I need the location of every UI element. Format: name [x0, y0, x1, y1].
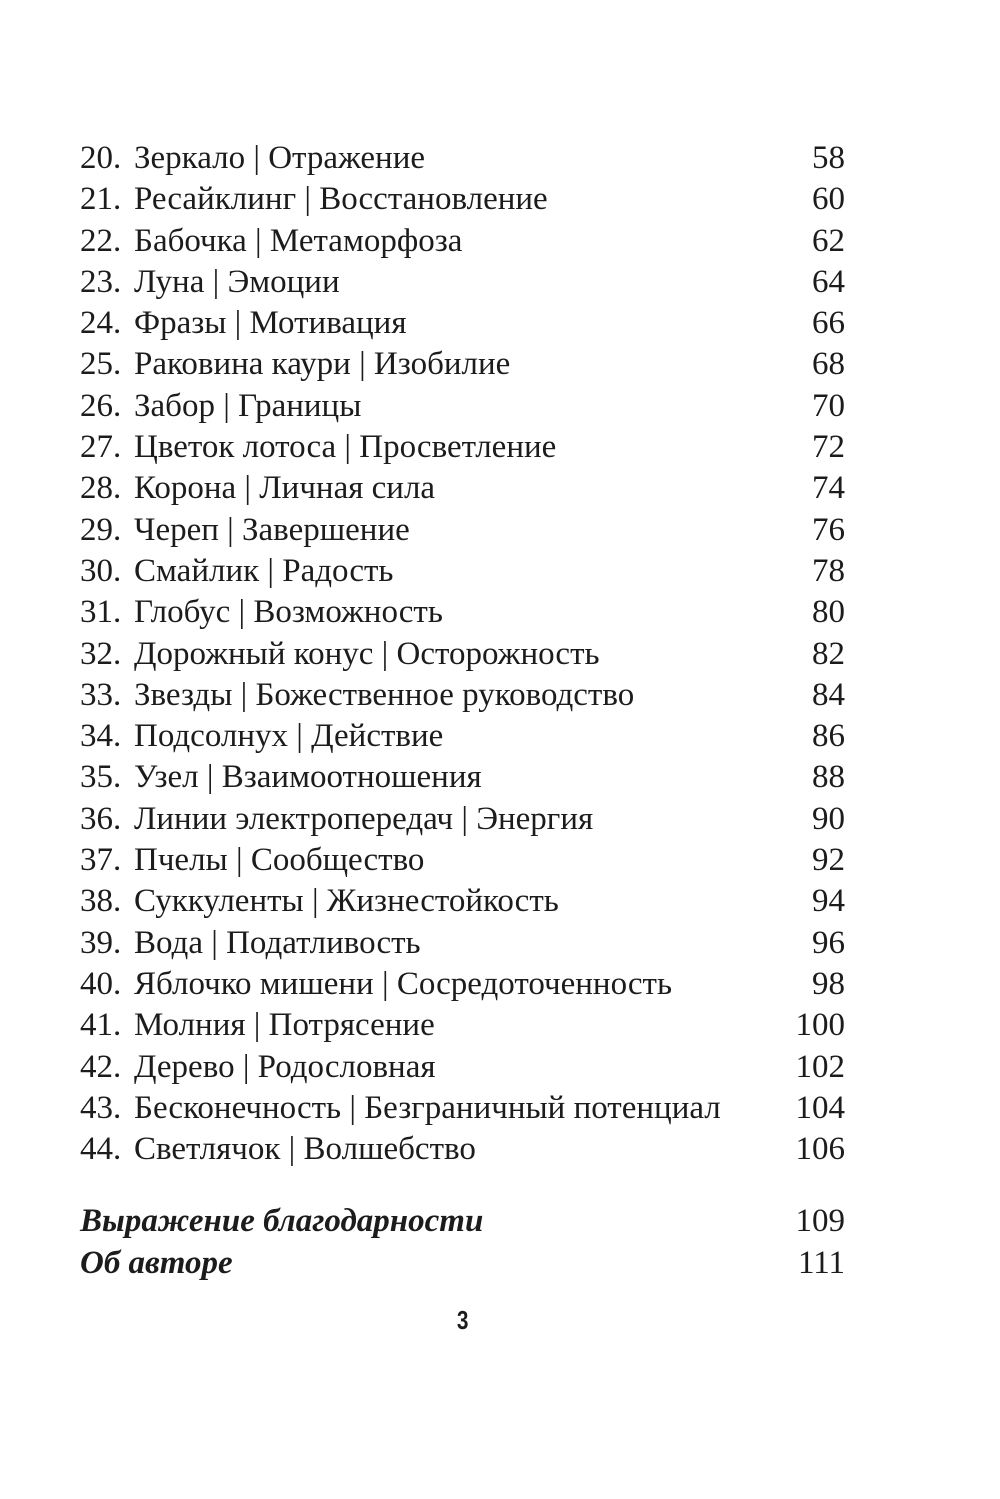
toc-entry-number: 26.: [80, 387, 122, 424]
toc-entry-title: Ресайклинг | Восстановление: [134, 181, 548, 218]
toc-entry-title: Фразы | Мотивация: [134, 305, 407, 342]
toc-entry-number: 29.: [80, 511, 122, 548]
toc-entry-number: 40.: [80, 965, 122, 1002]
toc-entry-title: Цветок лотоса | Просветление: [134, 429, 557, 466]
toc-entry-page: 60: [812, 181, 845, 218]
toc-entry-page: 62: [812, 222, 845, 259]
toc-entry-number: 38.: [80, 883, 122, 920]
toc-entry-number: 41.: [80, 1007, 122, 1044]
toc-entry-title: Подсолнух | Действие: [134, 718, 444, 755]
toc-entry: [80, 675, 845, 716]
toc-entry-title: Светлячок | Волшебство: [134, 1131, 476, 1168]
toc-entry-page: 109: [795, 1203, 845, 1240]
toc-entry-page: 82: [812, 635, 845, 672]
toc-extra-entry: [80, 1243, 845, 1284]
toc-extra-entry: [80, 1201, 845, 1242]
toc-entry-page: 111: [797, 1244, 845, 1281]
toc-entry-title: Луна | Эмоции: [134, 263, 340, 300]
toc-entry-label: [80, 221, 462, 262]
toc-entry-label: [80, 923, 421, 964]
toc-entry-number: 37.: [80, 842, 122, 879]
toc-entry-title: Бесконечность | Безграничный потенциал: [134, 1089, 721, 1126]
table-of-contents: [80, 138, 845, 1284]
toc-entry-label: [80, 1005, 435, 1046]
toc-entry-page: 94: [812, 883, 845, 920]
toc-entry: [80, 1047, 845, 1088]
toc-entry-label: [80, 1129, 476, 1170]
toc-entry-page: 72: [812, 429, 845, 466]
toc-entry-page: 58: [812, 140, 845, 176]
toc-entry: [80, 1129, 845, 1170]
toc-entry-title: Раковина каури | Изобилие: [134, 346, 511, 383]
toc-entry: [80, 344, 845, 385]
toc-entry-title: Узел | Взаимоотношения: [134, 759, 482, 796]
toc-entry-page: 106: [795, 1131, 845, 1168]
toc-entry-number: 39.: [80, 924, 122, 961]
toc-entry: [80, 881, 845, 922]
toc-entry-page: 78: [812, 552, 845, 589]
toc-entry-number: 32.: [80, 635, 122, 672]
toc-entry-number: 25.: [80, 346, 122, 383]
toc-entry-label: [80, 634, 600, 675]
toc-gap: [80, 1170, 845, 1201]
toc-entry-label: [80, 179, 548, 220]
toc-entry-title: Дорожный конус | Осторожность: [134, 635, 600, 672]
toc-entry: [80, 138, 845, 179]
toc-entry: [80, 386, 845, 427]
toc-entry-label: [80, 1088, 721, 1129]
toc-entry: [80, 510, 845, 551]
toc-entry-title: Череп | Завершение: [134, 511, 410, 548]
toc-entry-title: Бабочка | Метаморфоза: [134, 222, 463, 259]
toc-entry-label: [80, 675, 634, 716]
toc-entry: [80, 262, 845, 303]
toc-entry-title: Вода | Податливость: [134, 924, 421, 961]
toc-entry-title: Глобус | Возможность: [134, 594, 443, 631]
toc-entry-label: [80, 1201, 483, 1242]
toc-entry-title: Суккуленты | Жизнестойкость: [134, 883, 559, 920]
toc-entry-label: [80, 840, 424, 881]
toc-entry-title: Забор | Границы: [134, 387, 362, 424]
toc-entry: [80, 551, 845, 592]
toc-entry: [80, 799, 845, 840]
toc-entry-number: 43.: [80, 1089, 122, 1126]
toc-entry-label: [80, 757, 482, 798]
toc-entry: [80, 923, 845, 964]
toc-entry-label: [80, 716, 443, 757]
toc-entry-label: [80, 964, 672, 1005]
toc-entry: [80, 221, 845, 262]
toc-entry-page: 98: [812, 965, 845, 1002]
toc-entry: [80, 1088, 845, 1129]
toc-entry-label: [80, 1047, 436, 1088]
toc-entry-title: Зеркало | Отражение: [134, 140, 426, 176]
toc-entry-number: 31.: [80, 594, 122, 631]
toc-entry-label: [80, 799, 593, 840]
toc-entry-label: [80, 510, 410, 551]
toc-entry: [80, 427, 845, 468]
toc-entry-label: [80, 138, 425, 179]
toc-entry-label: [80, 881, 559, 922]
toc-entry-number: 23.: [80, 263, 122, 300]
toc-entries: [80, 138, 845, 1170]
toc-entry-title: Смайлик | Радость: [134, 552, 394, 589]
toc-entry-page: 66: [812, 305, 845, 342]
toc-entry: [80, 1005, 845, 1046]
toc-entry: [80, 468, 845, 509]
toc-entry-number: 33.: [80, 676, 122, 713]
toc-entry-number: 24.: [80, 305, 122, 342]
toc-entry-page: 92: [812, 842, 845, 879]
toc-entry-title: Корона | Личная сила: [134, 470, 436, 507]
toc-entry-page: 102: [795, 1048, 845, 1085]
toc-entry: [80, 303, 845, 344]
toc-entry-title: Линии электропередач | Энергия: [134, 800, 594, 837]
toc-entry: [80, 964, 845, 1005]
toc-entry-title: Молния | Потрясение: [134, 1007, 435, 1044]
toc-entry-number: 35.: [80, 759, 122, 796]
toc-entry-title: Выражение благодарности: [80, 1203, 484, 1240]
toc-entry-number: 21.: [80, 181, 122, 218]
toc-entry-label: [80, 592, 443, 633]
toc-entry-page: 86: [812, 718, 845, 755]
toc-entry-number: 28.: [80, 470, 122, 507]
toc-entry: [80, 179, 845, 220]
toc-entry-page: 76: [812, 511, 845, 548]
toc-entry-number: 22.: [80, 222, 122, 259]
toc-entry-number: 34.: [80, 718, 122, 755]
toc-entry-page: 64: [812, 263, 845, 300]
toc-entry: [80, 716, 845, 757]
toc-entry-label: [80, 551, 393, 592]
toc-entry-page: 80: [812, 594, 845, 631]
toc-entry-number: 36.: [80, 800, 122, 837]
toc-entry-number: 42.: [80, 1048, 122, 1085]
toc-entry: [80, 840, 845, 881]
toc-entry-title: Яблочко мишени | Сосредоточенность: [134, 965, 673, 1002]
toc-entry-label: [80, 386, 361, 427]
toc-entry-number: 20.: [80, 140, 122, 176]
toc-entry-title: Звезды | Божественное руководство: [134, 676, 635, 713]
toc-entry-label: [80, 427, 556, 468]
toc-extras: [80, 1201, 845, 1284]
toc-entry-page: 88: [812, 759, 845, 796]
toc-entry-page: 84: [812, 676, 845, 713]
toc-entry: [80, 634, 845, 675]
toc-entry-title: Об авторе: [80, 1244, 233, 1281]
toc-entry: [80, 592, 845, 633]
toc-entry-label: [80, 1243, 233, 1284]
toc-entry-page: 70: [812, 387, 845, 424]
toc-entry-number: 44.: [80, 1131, 122, 1168]
toc-entry-page: 68: [812, 346, 845, 383]
toc-entry-page: 90: [812, 800, 845, 837]
toc-entry-number: 30.: [80, 552, 122, 589]
toc-entry-page: 100: [795, 1007, 845, 1044]
toc-entry-page: 74: [812, 470, 845, 507]
toc-entry-label: [80, 468, 435, 509]
toc-entry: [80, 757, 845, 798]
toc-entry-page: 96: [812, 924, 845, 961]
toc-entry-title: Дерево | Родословная: [134, 1048, 436, 1085]
toc-entry-label: [80, 262, 340, 303]
toc-entry-number: 27.: [80, 429, 122, 466]
page-number: 3: [456, 1305, 469, 1335]
toc-entry-label: [80, 303, 407, 344]
toc-entry-title: Пчелы | Сообщество: [134, 842, 425, 879]
toc-entry-page: 104: [795, 1089, 845, 1126]
toc-entry-label: [80, 344, 510, 385]
